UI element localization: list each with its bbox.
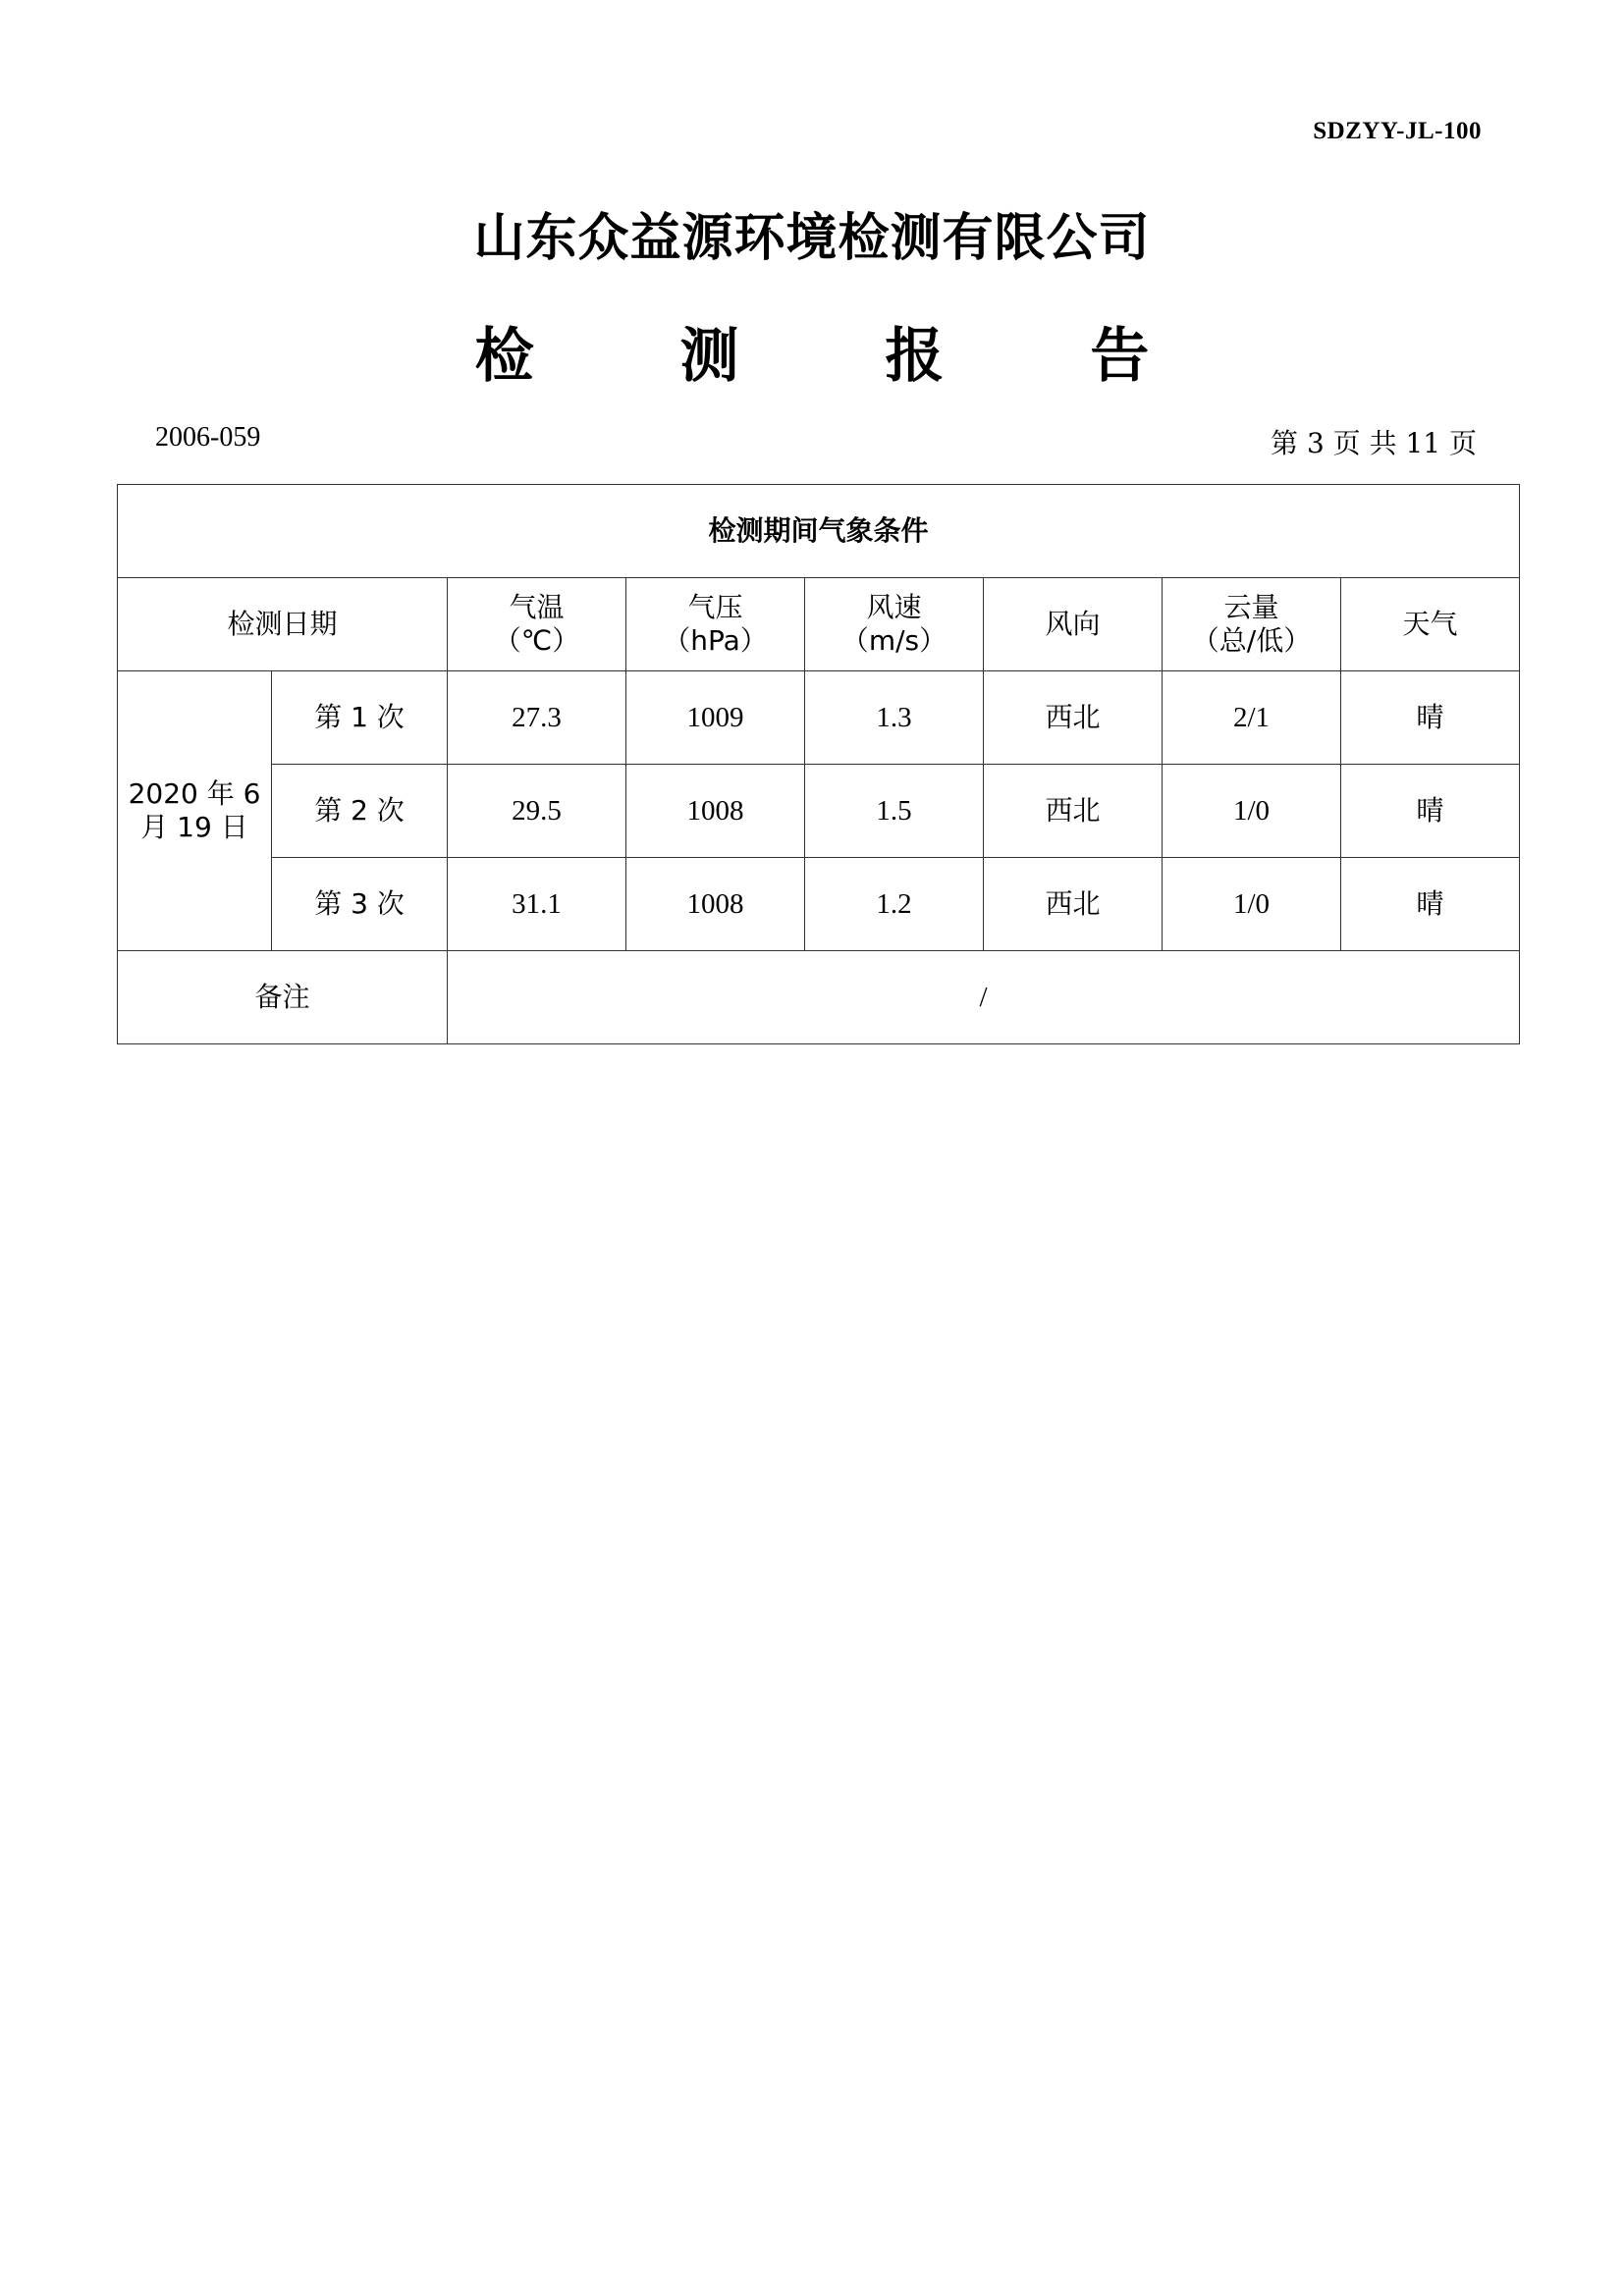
wind-direction-cell: 西北 (984, 858, 1163, 951)
header-cloud-name: 云量 (1223, 591, 1279, 623)
header-wind-speed (805, 578, 984, 671)
pressure-cell: 1008 (626, 858, 805, 951)
date-line-2: 月 19 日 (140, 811, 248, 843)
remark-row (118, 951, 1520, 1044)
date-line-1: 2020 年 6 (128, 777, 261, 810)
header-temperature-name: 气温 (509, 591, 565, 623)
header-cloud (1163, 578, 1341, 671)
wind-direction-cell: 西北 (984, 765, 1163, 858)
weather-cell: 晴 (1341, 765, 1520, 858)
remark-label: 备注 (118, 951, 448, 1044)
header-date: 检测日期 (118, 578, 448, 671)
cloud-cell: 1/0 (1163, 765, 1341, 858)
weather-cell: 晴 (1341, 671, 1520, 765)
weather-cell: 晴 (1341, 858, 1520, 951)
cloud-cell: 2/1 (1163, 671, 1341, 765)
report-number: 2006-059 (155, 422, 261, 453)
temperature-cell: 29.5 (448, 765, 626, 858)
table-row (118, 858, 1520, 951)
date-cell (118, 671, 272, 951)
weather-conditions-table (117, 484, 1520, 1044)
header-pressure-unit: （hPa） (663, 624, 768, 657)
table-title: 检测期间气象条件 (118, 485, 1520, 578)
round-cell: 第 3 次 (272, 858, 448, 951)
pressure-cell: 1009 (626, 671, 805, 765)
table-row (118, 765, 1520, 858)
table-title-row (118, 485, 1520, 578)
report-title: 检 测 报 告 (474, 322, 1213, 391)
table-header-row (118, 578, 1520, 671)
header-temperature (448, 578, 626, 671)
wind-speed-cell: 1.3 (805, 671, 984, 765)
header-pressure-name: 气压 (687, 591, 743, 623)
pressure-cell: 1008 (626, 765, 805, 858)
wind-speed-cell: 1.2 (805, 858, 984, 951)
table-row (118, 671, 1520, 765)
header-wind-speed-name: 风速 (866, 591, 922, 623)
round-cell: 第 2 次 (272, 765, 448, 858)
header-pressure (626, 578, 805, 671)
header-weather: 天气 (1341, 578, 1520, 671)
cloud-cell: 1/0 (1163, 858, 1341, 951)
temperature-cell: 31.1 (448, 858, 626, 951)
company-name: 山东众益源环境检测有限公司 (473, 209, 1151, 268)
header-wind-direction: 风向 (984, 578, 1163, 671)
document-code: SDZYY-JL-100 (1313, 118, 1482, 144)
wind-direction-cell: 西北 (984, 671, 1163, 765)
header-temperature-unit: （℃） (493, 624, 580, 657)
header-wind-speed-unit: （m/s） (840, 624, 947, 657)
wind-speed-cell: 1.5 (805, 765, 984, 858)
remark-value: / (448, 951, 1520, 1044)
header-cloud-unit: （总/低） (1191, 624, 1312, 657)
temperature-cell: 27.3 (448, 671, 626, 765)
page-indicator: 第 3 页 共 11 页 (1271, 427, 1477, 459)
round-cell: 第 1 次 (272, 671, 448, 765)
